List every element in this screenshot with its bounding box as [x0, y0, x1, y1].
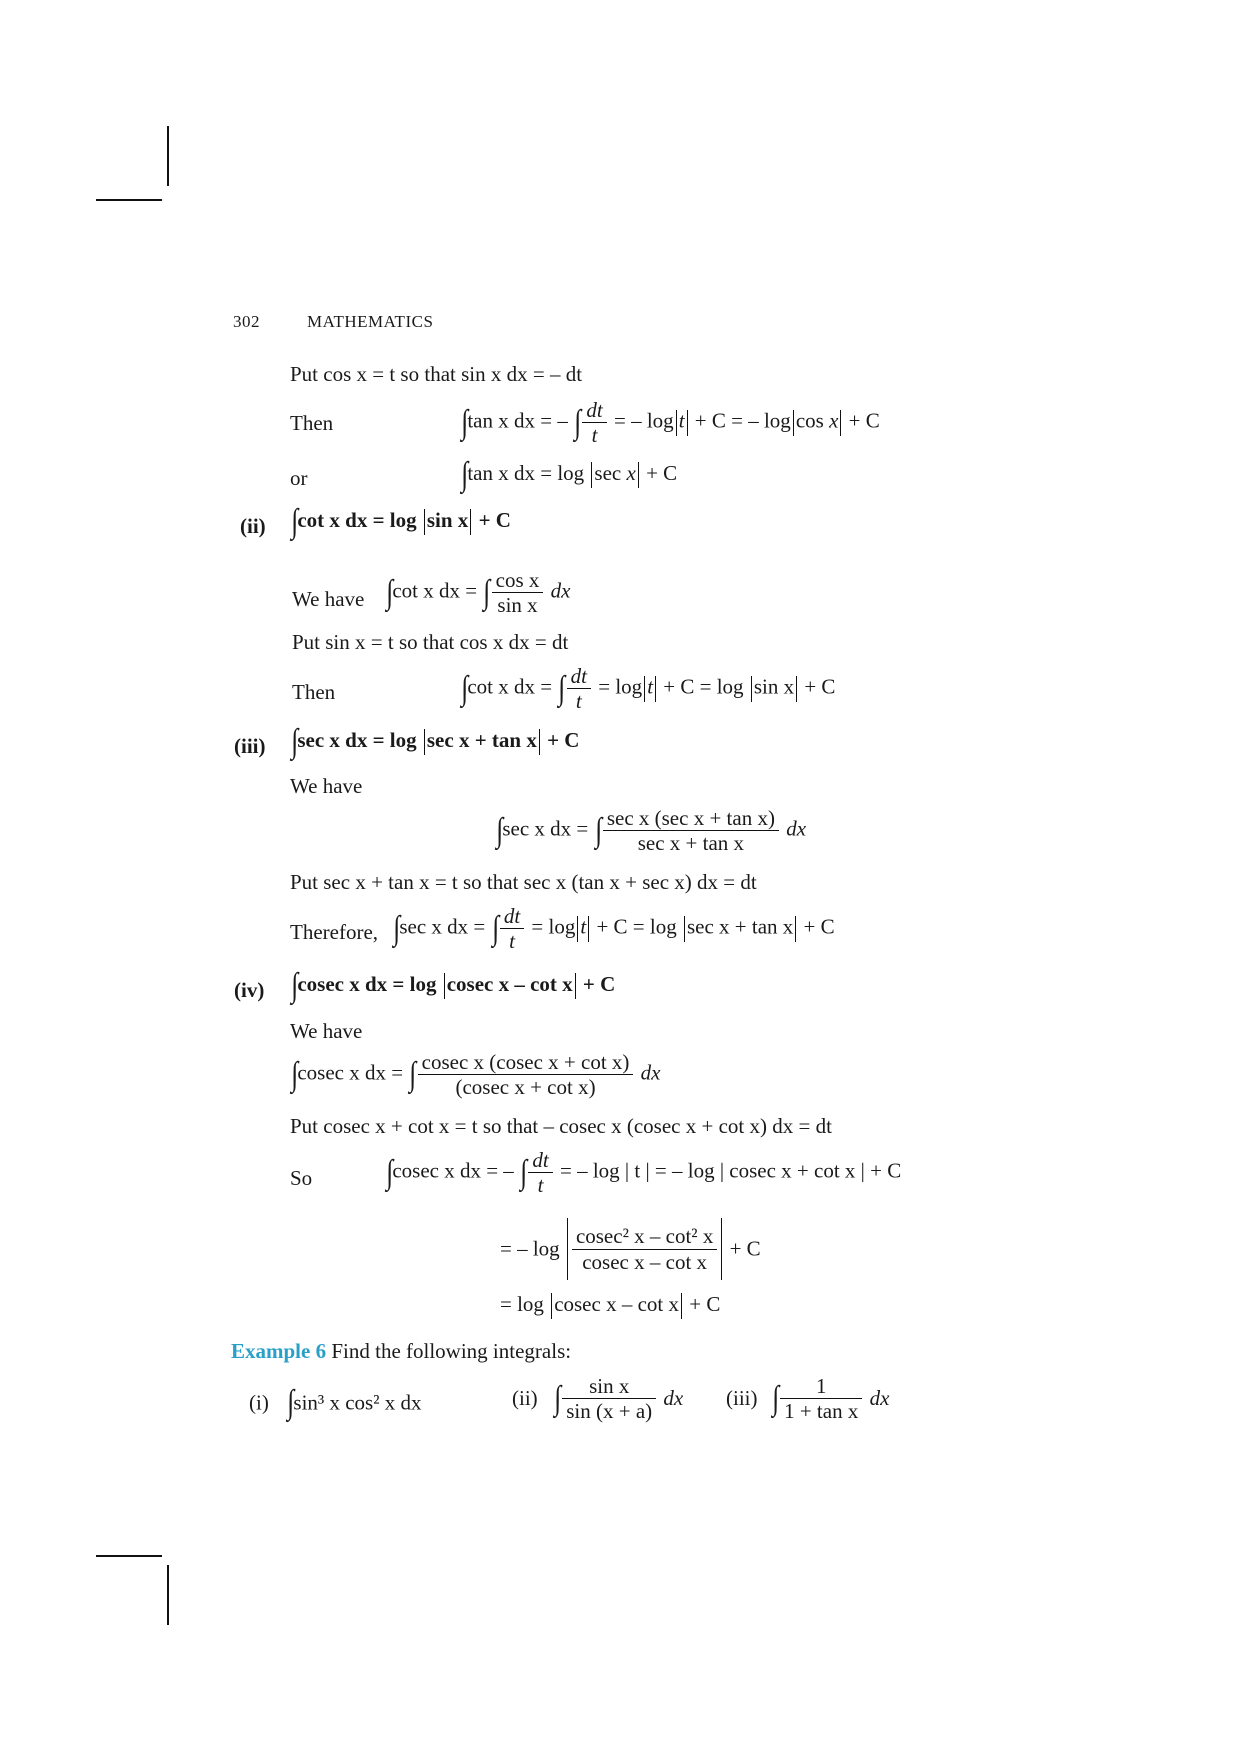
- example-text: Find the following integrals:: [331, 1339, 572, 1363]
- integral-sign: ∫: [461, 669, 469, 707]
- integral-sign: ∫: [483, 573, 491, 611]
- integral-sign: ∫: [291, 503, 299, 540]
- integral-sign: ∫: [574, 403, 582, 441]
- part-ii-heading: ∫cot x dx = log sin x + C: [291, 503, 511, 540]
- book-title: MATHEMATICS: [307, 312, 434, 331]
- example-label: Example 6: [231, 1339, 327, 1363]
- part-ii-then-equation: ∫cot x dx = ∫ $\frac{dt}{t}$ = log t + C = log sin x + C: [461, 664, 836, 714]
- part-ii-label: (ii): [240, 514, 266, 538]
- part-i-then-equation: ∫tan x dx = – ∫ $\frac{dt}{t}$ = – log t + C = – log cos x + C: [461, 398, 880, 448]
- part-ii-we-have: We have: [292, 587, 365, 611]
- part-iv-label: (iv): [234, 978, 265, 1002]
- part-ii-put-line: Put sin x = t so that cos x dx = dt: [292, 630, 569, 654]
- page-number: 302: [233, 312, 260, 331]
- part-iii-therefore-label: Therefore,: [290, 920, 379, 944]
- part-iii-label: (iii): [234, 734, 266, 758]
- integral-sign: ∫: [393, 909, 401, 947]
- part-iv-so-equation: ∫cosec x dx = – ∫ $\frac{dt}{t}$ = – log | t | = – log | cosec x + cot x | + C: [386, 1148, 902, 1198]
- fraction: $\frac{dt}{t}$: [582, 398, 606, 447]
- part-i-then-label: Then: [290, 411, 334, 435]
- crop-mark-bottom-vertical: [167, 1565, 169, 1625]
- crop-mark-top-vertical: [167, 126, 169, 186]
- fraction: $\frac{\text{cosec x (cosec x + cot x)}}{\text{(cosec x + cot x)}}$: [418, 1050, 634, 1099]
- integral-sign: ∫: [771, 1379, 779, 1417]
- integral-sign: ∫: [291, 1055, 299, 1093]
- integral-sign: ∫: [291, 723, 299, 760]
- integral-sign: ∫: [409, 1055, 417, 1093]
- fraction: $\frac{dt}{t}$: [528, 1148, 552, 1197]
- integral-sign: ∫: [287, 1384, 295, 1421]
- integral-sign: ∫: [594, 811, 602, 849]
- fraction: $\frac{\text{sec x (sec x + tan x)}}{\text{sec x + tan x}}$: [603, 806, 779, 855]
- example-6-part-ii: (ii) ∫ $\frac{\text{sin x}}{\sin (x + a)}$ dx: [512, 1374, 684, 1424]
- fraction: $\frac{\text{cos x}}{\text{sin x}}$: [492, 568, 544, 617]
- part-iii-put-line: Put sec x + tan x = t so that sec x (tan x + sec x) dx = dt: [290, 870, 757, 894]
- part-iii-therefore-equation: ∫sec x dx = ∫ $\frac{dt}{t}$ = log t + C = log sec x + tan x + C: [393, 904, 835, 954]
- part-iii-we-have: We have: [290, 774, 363, 798]
- integral-sign: ∫: [558, 669, 566, 707]
- part-iv-heading: ∫cosec x dx = log cosec x – cot x + C: [291, 967, 616, 1004]
- part-i-or-label: or: [290, 466, 308, 490]
- integral-sign: ∫: [554, 1379, 562, 1417]
- integral-sign: ∫: [461, 403, 469, 441]
- integral-sign: ∫: [496, 811, 504, 849]
- part-i-put-line: Put cos x = t so that sin x dx = – dt: [290, 362, 583, 386]
- example-6-part-i: (i) ∫sin³ x cos² x dx: [249, 1384, 422, 1421]
- integral-sign: ∫: [386, 1153, 394, 1191]
- part-iv-step-two: = – log $\frac{\text{cosec² x – cot² x}}{\text{cosec x – cot x}}$ + C: [500, 1218, 761, 1280]
- part-iv-put-line: Put cosec x + cot x = t so that – cosec x (cosec x + cot x) dx = dt: [290, 1114, 832, 1138]
- part-iv-we-have-equation: ∫cosec x dx = ∫ $\frac{\text{cosec x (cosec x + cot x)}}{\text{(cosec x + cot x)}}$ dx: [291, 1050, 661, 1100]
- integral-sign: ∫: [520, 1153, 528, 1191]
- integral-sign: ∫: [386, 573, 394, 611]
- part-i-or-equation: ∫tan x dx = log sec x + C: [461, 456, 678, 493]
- fraction: $\frac{\text{sin x}}{\sin (x + a)}$: [562, 1374, 656, 1423]
- example-6-part-iii: (iii) ∫ $\frac{1}{\text{1 + tan x}}$ dx: [726, 1374, 890, 1424]
- integral-sign: ∫: [291, 967, 299, 1004]
- part-iii-heading: ∫sec x dx = log sec x + tan x + C: [291, 723, 580, 760]
- part-ii-then-label: Then: [292, 680, 336, 704]
- fraction: $\frac{dt}{t}$: [500, 904, 524, 953]
- fraction: $\frac{dt}{t}$: [567, 664, 591, 713]
- integral-sign: ∫: [491, 909, 499, 947]
- part-iv-so-label: So: [290, 1166, 313, 1190]
- crop-mark-top-horizontal: [96, 199, 162, 201]
- crop-mark-bottom-horizontal: [96, 1555, 162, 1557]
- fraction: $\frac{\text{cosec² x – cot² x}}{\text{cosec x – cot x}}$: [572, 1224, 717, 1273]
- integral-sign: ∫: [461, 456, 469, 493]
- part-ii-we-have-equation: ∫cot x dx = ∫ $\frac{\text{cos x}}{\text{sin x}}$ dx: [386, 568, 571, 618]
- fraction: $\frac{1}{\text{1 + tan x}}$: [780, 1374, 862, 1423]
- part-iv-we-have: We have: [290, 1019, 363, 1043]
- part-iii-we-have-equation: ∫sec x dx = ∫ $\frac{\text{sec x (sec x + tan x)}}{\text{sec x + tan x}}$ dx: [496, 806, 807, 856]
- part-iv-step-three: = log cosec x – cot x + C: [500, 1292, 720, 1319]
- example-6-heading: [231, 1339, 571, 1364]
